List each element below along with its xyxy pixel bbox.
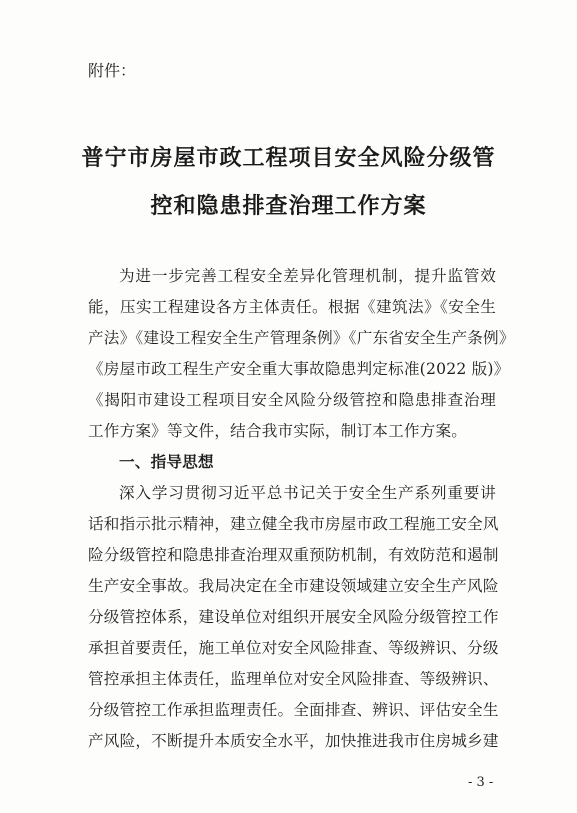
paragraph-1-line-4: 《房屋市政工程生产安全重大事故隐患判定标准(2022 版)》 xyxy=(88,360,510,378)
paragraph-1-line-3: 产法》《建设工程安全生产管理条例》《广东省安全生产条例》 xyxy=(88,329,515,347)
paragraph-1-line-2: 能，压实工程建设各方主体责任。根据《建筑法》《安全生 xyxy=(88,298,496,316)
paragraph-2-line-3: 险分级管控和隐患排查治理双重预防机制，有效防范和遏制 xyxy=(88,546,499,564)
paragraph-2-line-8: 分级管控工作承担监理责任。全面排查、辨识、评估安全生 xyxy=(88,701,499,719)
section-1-heading: 一、指导思想 xyxy=(119,453,214,471)
attachment-label: 附件： xyxy=(88,61,137,80)
paragraph-2-line-1: 深入学习贯彻习近平总书记关于安全生产系列重要讲 xyxy=(119,484,496,502)
paragraph-1-line-5: 《揭阳市建设工程项目安全风险分级管控和隐患排查治理 xyxy=(88,391,496,409)
paragraph-2-line-7: 管控承担主体责任，监理单位对安全风险排查、等级辨识、 xyxy=(88,670,499,688)
document-title-line-2: 控和隐患排查治理工作方案 xyxy=(150,194,427,219)
paragraph-2-line-9: 产风险，不断提升本质安全水平，加快推进我市住房城乡建 xyxy=(88,732,499,750)
paragraph-1-line-1: 为进一步完善工程安全差异化管理机制，提升监管效 xyxy=(119,267,496,285)
paragraph-1-line-6: 工作方案》等文件，结合我市实际，制订本工作方案。 xyxy=(88,422,468,440)
page-number: - 3 - xyxy=(468,775,494,790)
paragraph-2-line-4: 生产安全事故。我局决定在全市建设领域建立安全生产风险 xyxy=(88,577,499,595)
paragraph-2-line-2: 话和指示批示精神，建立健全我市房屋市政工程施工安全风 xyxy=(88,515,499,533)
document-title-line-1: 普宁市房屋市政工程项目安全风险分级管 xyxy=(81,146,496,171)
paragraph-2-line-5: 分级管控体系，建设单位对组织开展安全风险分级管控工作 xyxy=(88,608,499,626)
paragraph-2-line-6: 承担首要责任，施工单位对安全风险排查、等级辨识、分级 xyxy=(88,639,499,657)
